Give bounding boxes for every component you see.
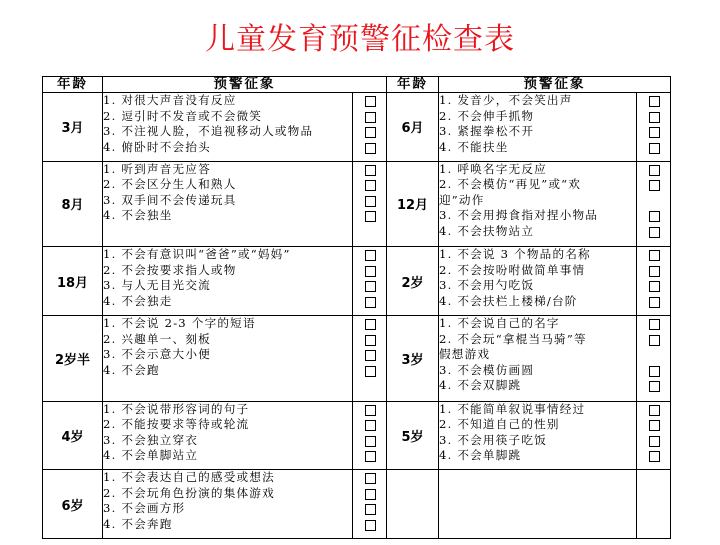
warning-sign-item: 4. 俯卧时不会抬头 [103,139,211,154]
checkbox[interactable] [365,451,376,462]
warning-sign-item: 2. 不会玩“拿棍当马骑”等 [439,331,587,346]
warning-sign-item: 4. 不会扶物站立 [439,224,535,239]
checkbox-slot [353,109,386,125]
checkbox[interactable] [649,366,660,377]
warning-sign-item: 2. 不知道自己的性别 [439,417,560,432]
warning-sign-item: 2. 不会按吩咐做简单事情 [439,262,586,277]
checkbox-slot [353,93,386,109]
checkbox-slot [353,332,386,348]
table-row [43,470,671,539]
checkbox-slot [637,247,670,263]
warning-signs-table [42,76,671,539]
warning-signs-cell [439,161,637,247]
warning-sign-item: 假想游戏 [439,347,491,362]
checkbox-column [637,315,671,401]
warning-sign-item: 1. 不会说自己的名字 [439,315,560,330]
checkbox-slot [353,363,386,379]
checkbox-slot [637,109,670,125]
checkbox[interactable] [649,335,660,346]
warning-sign-item: 4. 不会独走 [103,294,173,309]
age-cell: 3月 [43,93,103,162]
table-row [43,161,671,247]
checkbox-slot [637,208,670,224]
checkbox[interactable] [649,180,660,191]
checkbox[interactable] [649,143,660,154]
empty-cell [637,470,671,539]
checkbox[interactable] [365,350,376,361]
checkbox[interactable] [365,405,376,416]
warning-sign-item: 4. 不会单脚站立 [103,448,199,463]
age-cell: 4岁 [43,401,103,470]
header-age-left: 年龄 [43,77,103,93]
warning-sign-item: 4. 不能扶坐 [439,139,509,154]
checkbox-column [353,315,387,401]
warning-sign-item: 2. 不会伸手抓物 [439,108,535,123]
checkbox-slot [637,162,670,178]
warning-sign-item: 1. 不会说带形容词的句子 [103,401,250,416]
checkbox[interactable] [365,281,376,292]
table-body [43,93,671,539]
checkbox[interactable] [649,112,660,123]
checkbox-slot [353,247,386,263]
checkbox[interactable] [649,211,660,222]
checkbox[interactable] [365,211,376,222]
warning-sign-item: 1. 不会表达自己的感受或想法 [103,470,275,485]
warning-sign-item: 3. 不会示意大小便 [103,347,211,362]
checkbox-slot [637,417,670,433]
checkbox-slot [637,433,670,449]
warning-sign-item: 3. 双手间不会传递玩具 [103,192,237,207]
checkbox-slot [637,332,670,348]
checkbox[interactable] [649,319,660,330]
checkbox-slot [637,378,670,394]
checkbox-slot [637,294,670,310]
age-cell: 18月 [43,247,103,316]
age-cell: 8月 [43,161,103,247]
checkbox-slot [353,162,386,178]
checkbox-column [353,161,387,247]
warning-signs-cell [439,401,637,470]
table-row [43,93,671,162]
checkbox-slot [353,448,386,464]
checkbox[interactable] [649,381,660,392]
warning-sign-item: 3. 紧握拳松不开 [439,124,535,139]
checkbox[interactable] [649,420,660,431]
warning-sign-item: 2. 逗引时不发音或不会微笑 [103,108,263,123]
warning-sign-item: 2. 不能按要求等待或轮流 [103,417,250,432]
warning-sign-item: 4. 不会双脚跳 [439,378,522,393]
warning-sign-item: 2. 不会区分生人和熟人 [103,177,237,192]
checkbox[interactable] [365,127,376,138]
warning-signs-cell [439,315,637,401]
warning-sign-item: 2. 不会模仿“再见”或“欢 [439,177,582,192]
warning-signs-cell [103,470,353,539]
checkbox[interactable] [649,297,660,308]
warning-sign-item: 3. 不会用勺吃饭 [439,278,535,293]
checkbox-slot [353,402,386,418]
checkbox-slot [637,224,670,240]
checkbox[interactable] [649,165,660,176]
checkbox[interactable] [649,96,660,107]
warning-sign-item: 1. 发音少，不会笑出声 [439,93,573,107]
checkbox-slot [353,501,386,517]
warning-sign-item: 迎”动作 [439,192,485,207]
checkbox-slot [353,316,386,332]
checkbox[interactable] [365,473,376,484]
checkbox-column [637,247,671,316]
warning-signs-cell [103,93,353,162]
warning-sign-item: 3. 不会用拇食指对捏小物品 [439,208,599,223]
checkbox-slot [353,263,386,279]
checkbox[interactable] [365,366,376,377]
warning-sign-item: 3. 不会独立穿衣 [103,432,199,447]
header-signs-left: 预警征象 [103,77,387,93]
warning-sign-item: 1. 对很大声音没有反应 [103,93,237,107]
checkbox-column [353,401,387,470]
age-cell: 5岁 [387,401,439,470]
header-age-right: 年龄 [387,77,439,93]
warning-signs-cell [103,401,353,470]
checkbox[interactable] [365,504,376,515]
warning-sign-item: 3. 不会画方形 [103,501,186,516]
warning-sign-item: 1. 不会有意识叫“爸爸”或“妈妈” [103,247,291,262]
checkbox[interactable] [365,250,376,261]
checkbox[interactable] [365,520,376,531]
checkbox-slot [637,316,670,332]
age-cell: 2岁 [387,247,439,316]
warning-sign-item: 3. 不注视人脸，不追视移动人或物品 [103,124,314,139]
checkbox[interactable] [365,420,376,431]
checkbox[interactable] [649,281,660,292]
age-cell: 3岁 [387,315,439,401]
warning-sign-item: 4. 不会奔跑 [103,517,173,532]
checkbox-slot [637,124,670,140]
checkbox[interactable] [649,250,660,261]
checkbox[interactable] [365,297,376,308]
warning-signs-cell [439,93,637,162]
checkbox-slot [353,140,386,156]
checkbox-slot [353,517,386,533]
age-cell: 2岁半 [43,315,103,401]
checkbox[interactable] [365,165,376,176]
checkbox-column [637,161,671,247]
checkbox[interactable] [365,319,376,330]
checkbox[interactable] [365,335,376,346]
checkbox-slot [637,402,670,418]
page-title: 儿童发育预警征检查表 [205,22,515,57]
checkbox[interactable] [649,127,660,138]
checkbox-slot [637,448,670,464]
warning-sign-item: 4. 不会扶栏上楼梯/台阶 [439,294,578,309]
warning-signs-cell [103,315,353,401]
warning-sign-item: 1. 不能简单叙说事情经过 [439,401,586,416]
checkbox[interactable] [365,436,376,447]
checkbox[interactable] [365,196,376,207]
checkbox[interactable] [649,405,660,416]
checkbox[interactable] [649,436,660,447]
checkbox-column [353,247,387,316]
checkbox-column [637,401,671,470]
checkbox-slot [353,470,386,486]
checkbox-slot [353,417,386,433]
checkbox-column [637,93,671,162]
checkbox[interactable] [649,227,660,238]
checkbox-slot [353,486,386,502]
warning-sign-item: 1. 不会说 3 个物品的名称 [439,247,591,262]
checkbox[interactable] [365,112,376,123]
checkbox-slot [637,263,670,279]
warning-sign-item: 4. 不会独坐 [103,208,173,223]
checkbox-slot [637,278,670,294]
checkbox[interactable] [365,180,376,191]
warning-sign-item: 2. 兴趣单一、刻板 [103,331,211,346]
warning-sign-item: 1. 不会说 2-3 个字的短语 [103,315,256,330]
checkbox[interactable] [365,266,376,277]
checkbox-slot [637,363,670,379]
checkbox-slot [637,93,670,109]
checkbox-slot [353,347,386,363]
warning-sign-item: 4. 不会跑 [103,362,160,377]
checkbox-slot [353,294,386,310]
checkbox-slot [353,193,386,209]
warning-sign-item: 3. 不会用筷子吃饭 [439,432,547,447]
empty-cell [439,470,637,539]
checkbox-slot [353,433,386,449]
table-row [43,401,671,470]
warning-signs-cell [103,161,353,247]
checkbox[interactable] [649,451,660,462]
checkbox-column [353,93,387,162]
checkbox[interactable] [365,489,376,500]
warning-sign-item: 1. 听到声音无应答 [103,161,211,176]
checkbox[interactable] [649,266,660,277]
age-cell: 6岁 [43,470,103,539]
checkbox-slot [353,124,386,140]
checkbox-slot [353,208,386,224]
age-cell: 12月 [387,161,439,247]
table-row [43,315,671,401]
warning-sign-item: 2. 不会玩角色扮演的集体游戏 [103,485,275,500]
checkbox-slot [637,193,670,209]
checkbox-slot [637,347,670,363]
table-header-row [43,77,671,93]
warning-sign-item: 1. 呼唤名字无反应 [439,161,547,176]
warning-sign-item: 2. 不会按要求指人或物 [103,262,237,277]
header-signs-right: 预警征象 [439,77,671,93]
age-cell: 6月 [387,93,439,162]
checkbox-slot [637,140,670,156]
warning-sign-item: 3. 与人无目光交流 [103,278,211,293]
checkbox-slot [353,177,386,193]
checkbox-slot [637,177,670,193]
checkbox-column [353,470,387,539]
table-row [43,247,671,316]
warning-signs-cell [103,247,353,316]
checkbox[interactable] [365,96,376,107]
warning-signs-cell [439,247,637,316]
empty-cell [387,470,439,539]
warning-sign-item: 4. 不会单脚跳 [439,448,522,463]
checkbox[interactable] [365,143,376,154]
checkbox-slot [353,278,386,294]
warning-sign-item: 3. 不会模仿画圆 [439,362,535,377]
